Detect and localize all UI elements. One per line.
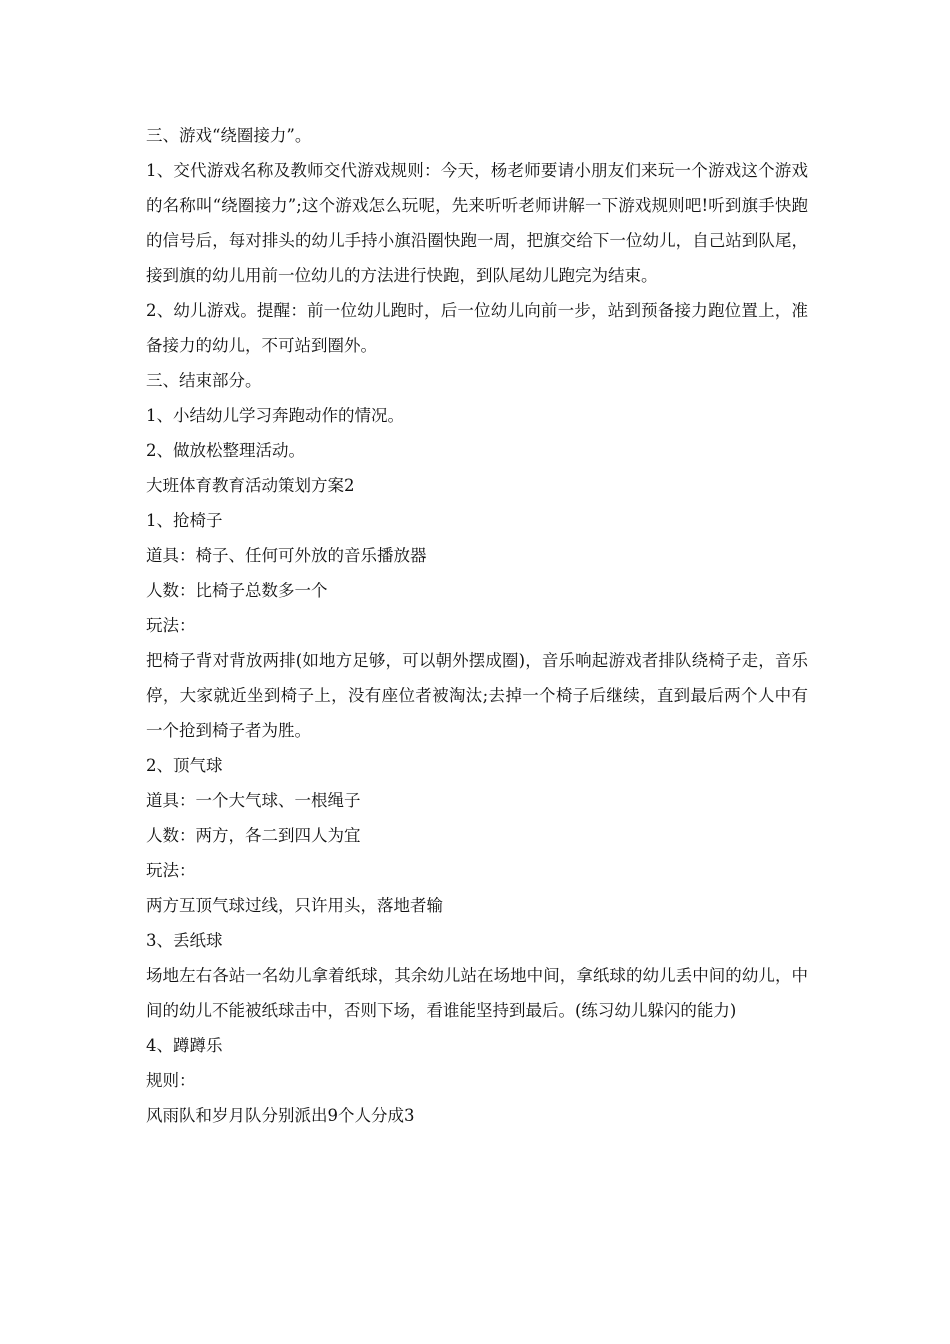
game-1-title: 1、抢椅子 [146,511,223,530]
game-4-rules-text: 风雨队和岁月队分别派出9个人分成3 [146,1106,415,1125]
game-2-title: 2、顶气球 [146,756,223,775]
game-1-props: 道具：椅子、任何可外放的音乐播放器 [146,546,427,565]
game-4-rules-label: 规则： [146,1071,196,1090]
paragraph-children-play: 2、幼儿游戏。提醒：前一位幼儿跑时，后一位幼儿向前一步，站到预备接力跑位置上，准备接力的幼儿，不可站到圈外。 [146,301,808,355]
game-3-description: 场地左右各站一名幼儿拿着纸球，其余幼儿站在场地中间，拿纸球的幼儿丢中间的幼儿，中间的幼儿不能被纸球击中，否则下场，看谁能坚持到最后。(练习幼儿躲闪的能力) [146,966,808,1020]
game-2-players: 人数：两方，各二到四人为宜 [146,826,361,845]
game-3-title: 3、丢纸球 [146,931,223,950]
game-2-howto: 两方互顶气球过线，只许用头，落地者输 [146,896,443,915]
section-heading-game: 三、游戏“绕圈接力”。 [146,126,312,145]
game-1-howto-label: 玩法： [146,616,196,635]
document-title-plan-2: 大班体育教育活动策划方案2 [146,476,355,495]
document-body [146,118,808,1133]
paragraph-summary: 1、小结幼儿学习奔跑动作的情况。 [146,406,404,425]
paragraph-relax: 2、做放松整理活动。 [146,441,305,460]
game-1-players: 人数：比椅子总数多一个 [146,581,328,600]
game-2-props: 道具：一个大气球、一根绳子 [146,791,361,810]
section-heading-ending: 三、结束部分。 [146,371,262,390]
paragraph-game-rules: 1、交代游戏名称及教师交代游戏规则：今天，杨老师要请小朋友们来玩一个游戏这个游戏的名称叫“绕圈接力”;这个游戏怎么玩呢，先来听听老师讲解一下游戏规则吧!听到旗手快跑的信号后，每对排头的幼儿手持小旗沿圈快跑一周，把旗交给下一位幼儿，自己站到队尾，接到旗的幼儿用前一位幼儿的方法进行快跑，到队尾幼儿跑完为结束。 [146,161,808,285]
game-2-howto-label: 玩法： [146,861,196,880]
game-1-howto: 把椅子背对背放两排(如地方足够，可以朝外摆成圈)，音乐响起游戏者排队绕椅子走，音乐停，大家就近坐到椅子上，没有座位者被淘汰;去掉一个椅子后继续，直到最后两个人中有一个抢到椅子者为胜。 [146,651,808,740]
game-4-title: 4、蹲蹲乐 [146,1036,223,1055]
